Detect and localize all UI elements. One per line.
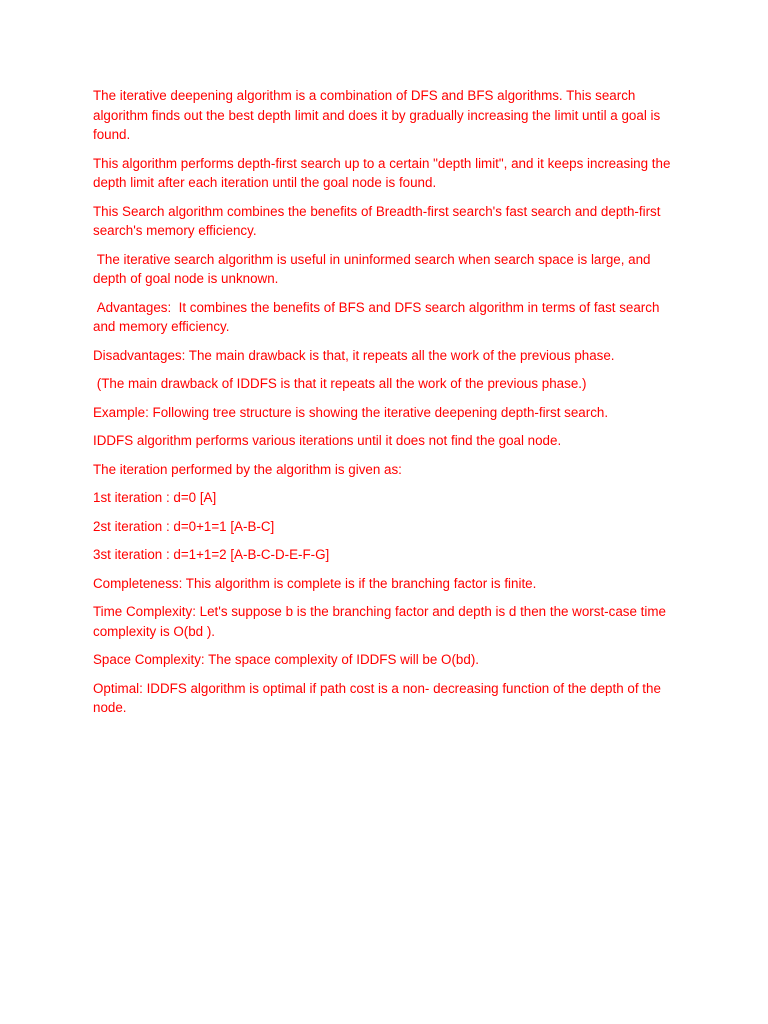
- paragraph-iterations: IDDFS algorithm performs various iterations until it does not find the goal node.: [93, 433, 562, 448]
- paragraph-completeness: Completeness: This algorithm is complete is if the branching factor is finite.: [93, 575, 537, 591]
- document-body: [93, 86, 683, 727]
- paragraph-drawback-note: (The main drawback of IDDFS is that it repeats all the work of the previous phase.): [93, 376, 587, 391]
- paragraph-time-complexity: Time Complexity: Let's suppose b is the branching factor and depth is d then the worst-case time complexity is O(bd ).: [93, 604, 670, 639]
- paragraph-iteration-1: 1st iteration : d=0 [A]: [93, 490, 217, 505]
- paragraph-intro: The iterative deepening algorithm is a combination of DFS and BFS algorithms. This search algorithm finds out the best depth limit and does it by gradually increasing the limit until a goal is found.: [93, 88, 664, 142]
- paragraph-benefits: This Search algorithm combines the benefits of Breadth-first search's fast search and depth-first search's memory efficiency.: [93, 203, 665, 238]
- paragraph-iteration-intro: The iteration performed by the algorithm is given as:: [93, 461, 402, 477]
- paragraph-disadvantages: Disadvantages: The main drawback is that, it repeats all the work of the previous phase.: [93, 347, 615, 363]
- paragraph-depth-limit: This algorithm performs depth-first search up to a certain "depth limit", and it keeps increasing the depth limit after each iteration until the goal node is found.: [93, 155, 675, 190]
- paragraph-usefulness: The iterative search algorithm is useful in uninformed search when search space is large, and depth of goal node is unknown.: [93, 251, 655, 286]
- paragraph-optimal: Optimal: IDDFS algorithm is optimal if path cost is a non- decreasing function of the depth of the node.: [93, 680, 665, 715]
- paragraph-space-complexity: Space Complexity: The space complexity of IDDFS will be O(bd).: [93, 652, 479, 667]
- paragraph-advantages: Advantages: It combines the benefits of BFS and DFS search algorithm in terms of fast search and memory efficiency.: [93, 299, 664, 334]
- paragraph-example: Example: Following tree structure is showing the iterative deepening depth-first search.: [93, 404, 609, 420]
- paragraph-iteration-2: 2st iteration : d=0+1=1 [A-B-C]: [93, 518, 275, 534]
- paragraph-iteration-3: 3st iteration : d=1+1=2 [A-B-C-D-E-F-G]: [93, 547, 330, 562]
